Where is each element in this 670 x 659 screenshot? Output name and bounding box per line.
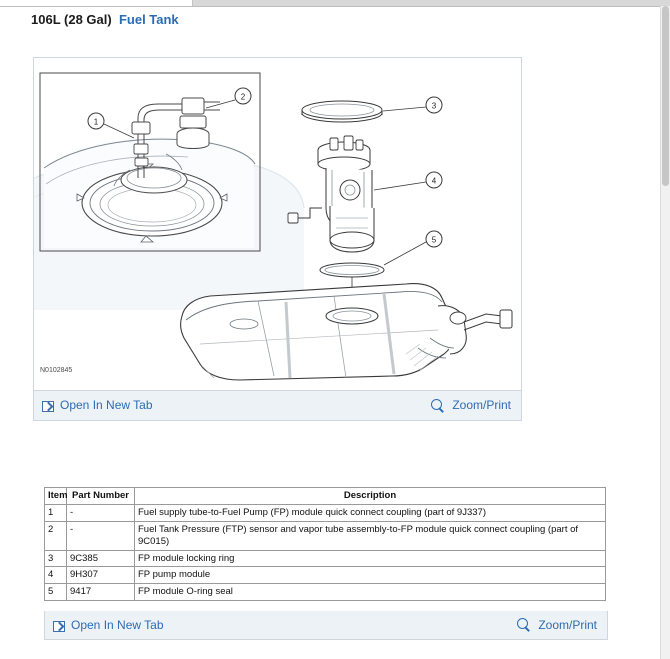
- cell-description: FP module O-ring seal: [135, 584, 606, 601]
- cell-description: FP pump module: [135, 567, 606, 584]
- page-title-capacity: 106L (28 Gal): [31, 12, 112, 27]
- table-row: [45, 521, 606, 550]
- cell-part-number: -: [67, 521, 135, 550]
- vertical-scrollbar[interactable]: [660, 6, 670, 659]
- table-zoom-print-link[interactable]: Zoom/Print: [538, 618, 597, 632]
- table-row: [45, 504, 606, 521]
- table-header-item: Item: [45, 488, 67, 505]
- figure-id-label: N0102845: [40, 367, 73, 374]
- zoom-print-icon: [517, 618, 531, 632]
- browser-tab-stub[interactable]: [0, 0, 193, 6]
- open-in-new-tab-icon: [42, 400, 54, 411]
- table-row: [45, 550, 606, 567]
- table-header-row: [45, 488, 606, 505]
- page-title: [31, 12, 179, 27]
- cell-description: Fuel Tank Pressure (FTP) sensor and vapor tube assembly-to-FP module quick connect coupling (part of 9C015): [135, 521, 606, 550]
- svg-text:5: 5: [431, 235, 437, 245]
- cell-part-number: -: [67, 504, 135, 521]
- cell-part-number: 9417: [67, 584, 135, 601]
- browser-top-edge: [0, 0, 670, 7]
- table-open-in-new-tab-link[interactable]: Open In New Tab: [71, 618, 164, 632]
- svg-text:3: 3: [431, 101, 437, 111]
- cell-item: 4: [45, 567, 67, 584]
- figure-open-in-new-tab-link[interactable]: Open In New Tab: [60, 398, 153, 412]
- figure-panel: [33, 57, 522, 421]
- figure-toolbar: [34, 390, 521, 420]
- page-title-link[interactable]: Fuel Tank: [118, 12, 179, 27]
- cell-item: 3: [45, 550, 67, 567]
- svg-text:4: 4: [431, 176, 437, 186]
- figure-image[interactable]: [34, 58, 521, 390]
- cell-description: Fuel supply tube-to-Fuel Pump (FP) module quick connect coupling (part of 9J337): [135, 504, 606, 521]
- cell-description: FP module locking ring: [135, 550, 606, 567]
- zoom-print-icon: [431, 399, 445, 413]
- cell-item: 1: [45, 504, 67, 521]
- table-toolbar: [44, 611, 608, 640]
- table-header-description: Description: [135, 488, 606, 505]
- scrollbar-thumb[interactable]: [662, 6, 669, 186]
- table-header-part-number: Part Number: [67, 488, 135, 505]
- table-row: [45, 584, 606, 601]
- svg-text:2: 2: [240, 92, 246, 102]
- cell-part-number: 9H307: [67, 567, 135, 584]
- open-in-new-tab-icon: [53, 620, 65, 631]
- parts-table: [44, 487, 606, 601]
- cell-part-number: 9C385: [67, 550, 135, 567]
- parts-table-panel: [44, 487, 606, 601]
- table-row: [45, 567, 606, 584]
- svg-text:1: 1: [93, 117, 99, 127]
- cell-item: 5: [45, 584, 67, 601]
- figure-zoom-print-link[interactable]: Zoom/Print: [452, 398, 511, 412]
- cell-item: 2: [45, 521, 67, 550]
